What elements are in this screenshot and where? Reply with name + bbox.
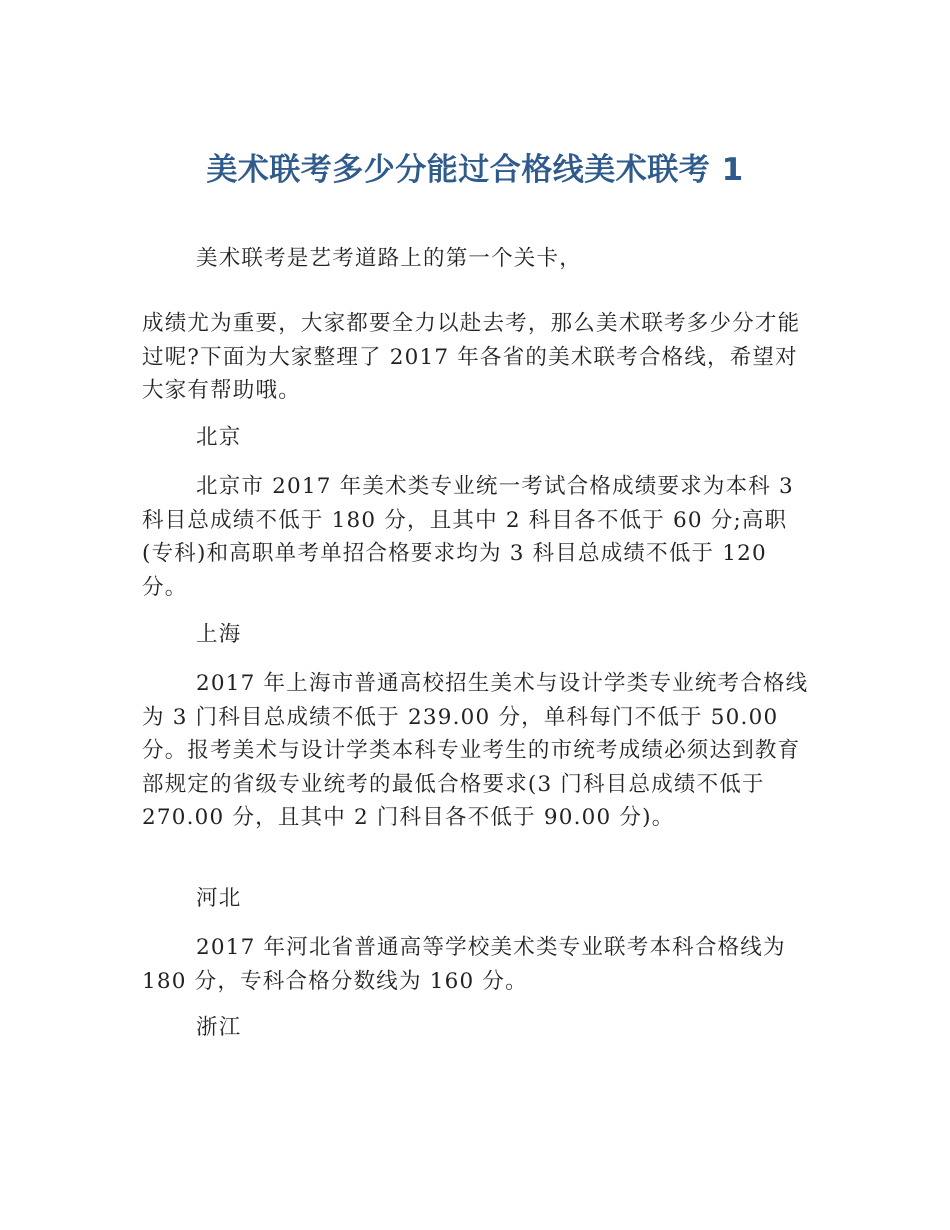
intro-body-paragraph: 成绩尤为重要，大家都要全力以赴去考，那么美术联考多少分才能过呢?下面为大家整理了 2017 年各省的美术联考合格线，希望对大家有帮助哦。 [142, 311, 801, 403]
intro-line-paragraph: 美术联考是艺考道路上的第一个关卡， [196, 246, 582, 271]
shanghai-heading: 上海 [196, 622, 242, 647]
beijing-heading: 北京 [196, 425, 242, 450]
document-title: 美术联考多少分能过合格线美术联考 1 [206, 152, 744, 188]
hebei-paragraph: 2017 年河北省普通高等学校美术类专业联考本科合格线为 180 分，专科合格分数线为 160 分。 [142, 935, 786, 994]
zhejiang-heading: 浙江 [196, 1015, 242, 1040]
hebei-heading: 河北 [196, 886, 242, 911]
beijing-paragraph: 北京市 2017 年美术类专业统一考试合格成绩要求为本科 3 科目总成绩不低于 180 分，且其中 2 科目各不低于 60 分;高职(专科)和高职单考单招合格要求均为 3 科目总成绩不低于 120 分。 [142, 474, 794, 600]
shanghai-paragraph: 2017 年上海市普通高校招生美术与设计学类专业统考合格线为 3 门科目总成绩不低于 239.00 分，单科每门不低于 50.00 分。报考美术与设计学类本科专业考生的市统考成绩必须达到教育部规定的省级专业统考的最低合格要求(3 门科目总成绩不低于 270.00 分，且其中 2 门科目各不低于 90.00 分)。 [142, 671, 809, 830]
